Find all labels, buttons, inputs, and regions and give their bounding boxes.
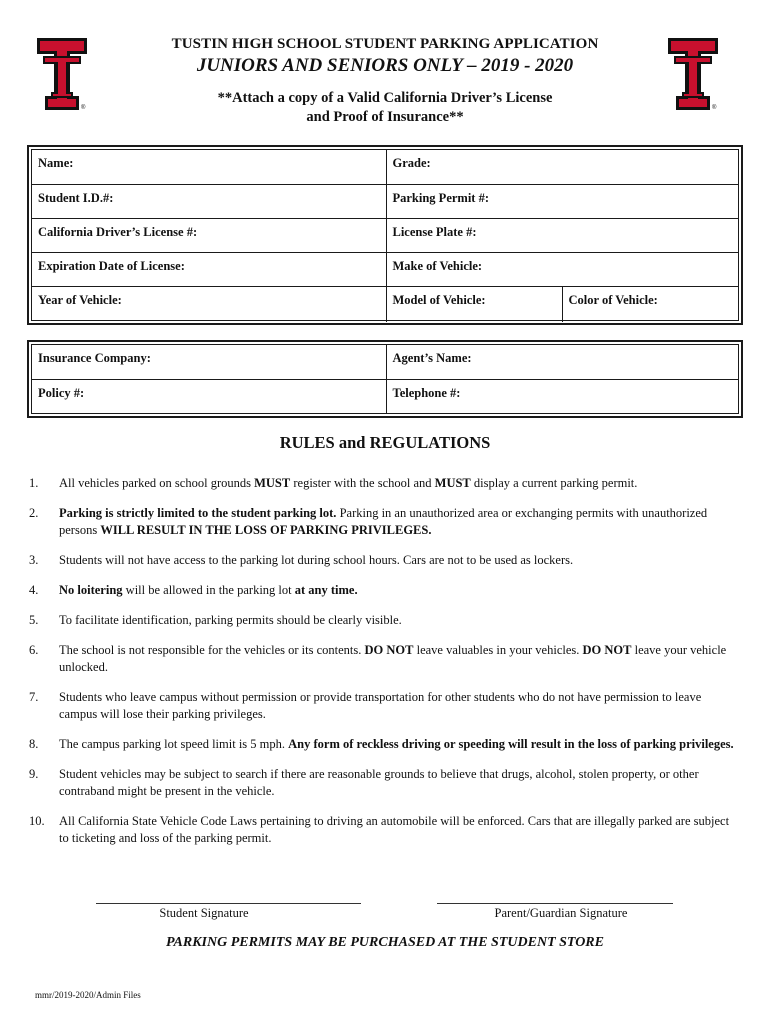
form-subtitle: JUNIORS AND SENIORS ONLY – 2019 - 2020 (196, 55, 574, 76)
rule-item: 9. Student vehicles may be subject to search if there are reasonable grounds to believe that drugs, alcohol, stolen property, or other contraband might be present in the vehicle. (29, 767, 699, 798)
year-field[interactable]: Year of Vehicle: (32, 286, 386, 322)
purchase-note: PARKING PERMITS MAY BE PURCHASED AT THE STUDENT STORE (166, 935, 604, 950)
student-id-field[interactable]: Student I.D.#: (32, 184, 386, 218)
double-t-logo-right (668, 38, 718, 110)
parking-permit-field[interactable]: Parking Permit #: (386, 184, 738, 218)
parent-signature-label: Parent/Guardian Signature (494, 906, 628, 920)
rule-item: 6. The school is not responsible for the vehicles or its contents. DO NOT leave valuables in your vehicles. DO NOT leave your vehicle unlocked. (29, 643, 727, 674)
rule-item: 7. Students who leave campus without permission or provide transportation for other students who do not have permission to leave campus will lose their parking privileges. (29, 690, 702, 721)
license-plate-field[interactable]: License Plate #: (386, 218, 738, 252)
license-field[interactable]: California Driver’s License #: (32, 218, 386, 252)
model-field[interactable]: Model of Vehicle: (386, 286, 562, 322)
grade-field[interactable]: Grade: (386, 150, 738, 184)
rule-item: 2. Parking is strictly limited to the student parking lot. Parking in an unauthorized area or exchanging permits with unauthorized persons WILL RESULT IN THE LOSS OF PARKING PRIVILEGES. (29, 506, 708, 537)
rule-item: 10. All California State Vehicle Code Laws pertaining to driving an automobile will be enforced. Cars that are illegally parked are subject to ticketing and loss of the parking permit. (29, 814, 730, 845)
make-field[interactable]: Make of Vehicle: (386, 252, 738, 286)
rule-item: 8. The campus parking lot speed limit is 5 mph. Any form of reckless driving or speeding will result in the loss of parking privileges. (29, 737, 734, 751)
student-signature-line[interactable] (96, 903, 361, 904)
svg-text:®: ® (81, 105, 86, 110)
agent-name-field[interactable]: Agent’s Name: (386, 345, 738, 379)
color-field[interactable]: Color of Vehicle: (562, 286, 738, 322)
student-signature-label: Student Signature (159, 906, 249, 920)
attach-instructions: **Attach a copy of a Valid California Driver’s License and Proof of Insurance** (217, 90, 553, 125)
rule-item: 1. All vehicles parked on school grounds MUST register with the school and MUST display a current parking permit. (29, 476, 638, 490)
telephone-field[interactable]: Telephone #: (386, 379, 738, 413)
insurance-company-field[interactable]: Insurance Company: (32, 345, 386, 379)
student-info-box (27, 145, 743, 325)
svg-text:®: ® (712, 105, 717, 110)
admin-footer: mmr/2019-2020/Admin Files (35, 990, 141, 1000)
rule-item: 5. To facilitate identification, parking permits should be clearly visible. (29, 613, 402, 627)
rules-title: RULES and REGULATIONS (279, 433, 491, 452)
parent-signature-line[interactable] (437, 903, 673, 904)
rule-item: 4. No loitering will be allowed in the parking lot at any time. (29, 583, 358, 597)
double-t-logo-left (37, 38, 87, 110)
rules-list (29, 475, 741, 860)
form-header (120, 36, 650, 127)
expiration-field[interactable]: Expiration Date of License: (32, 252, 386, 286)
rule-item: 3. Students will not have access to the parking lot during school hours. Cars are not to be used as lockers. (29, 553, 574, 567)
insurance-info-box (27, 340, 743, 418)
policy-field[interactable]: Policy #: (32, 379, 386, 413)
form-title: TUSTIN HIGH SCHOOL STUDENT PARKING APPLICATION (171, 36, 599, 52)
name-field[interactable]: Name: (32, 150, 386, 184)
